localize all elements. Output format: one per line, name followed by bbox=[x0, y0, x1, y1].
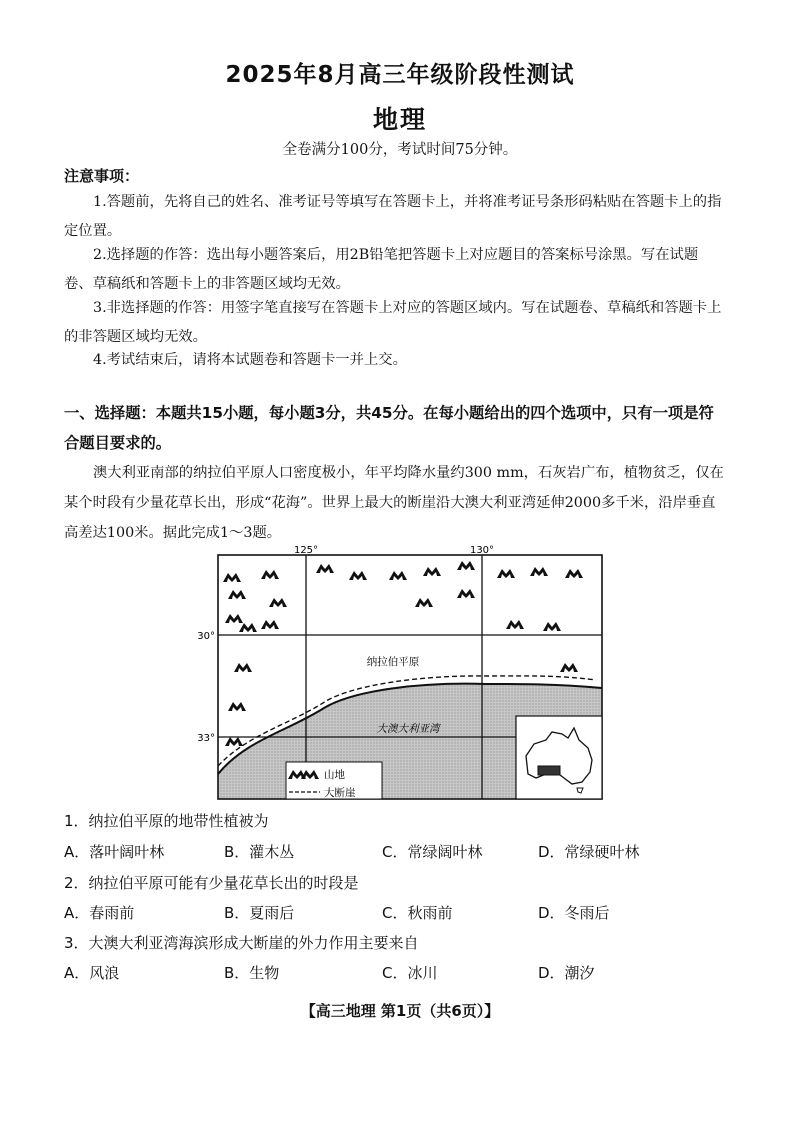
lon-label-130: 130° bbox=[469, 545, 495, 556]
bay-label: 大澳大利亚湾 bbox=[376, 723, 440, 735]
question-3-options bbox=[64, 962, 744, 986]
option-a[interactable]: A．春雨前 bbox=[64, 904, 135, 922]
lon-label-125: 125° bbox=[293, 545, 319, 556]
subject-title: 地理 bbox=[372, 105, 427, 134]
notice-item: 2.选择题的作答：选出每小题答案后，用2B铅笔把答题卡上对应题目的答案标号涂黑。写在试题卷、草稿纸和答题卡上的非答题区域均无效。 bbox=[64, 247, 699, 292]
option-b[interactable]: B．生物 bbox=[224, 964, 280, 982]
option-b[interactable]: B．夏雨后 bbox=[224, 904, 295, 922]
nullarbor-map bbox=[196, 544, 608, 806]
question-1-options bbox=[64, 841, 744, 865]
option-c[interactable]: C．秋雨前 bbox=[382, 904, 453, 922]
legend-mountain-label: 山地 bbox=[324, 769, 345, 781]
question-1: 1．纳拉伯平原的地带性植被为 bbox=[64, 812, 269, 830]
option-a[interactable]: A．风浪 bbox=[64, 964, 120, 982]
option-a[interactable]: A．落叶阔叶林 bbox=[64, 843, 165, 861]
option-c[interactable]: C．冰川 bbox=[382, 964, 438, 982]
notice-item: 3.非选择题的作答：用签字笔直接写在答题卡上对应的答题区域内。写在试题卷、草稿纸和答题卡上的非答题区域均无效。 bbox=[64, 300, 722, 345]
exam-info: 全卷满分100分，考试时间75分钟。 bbox=[282, 142, 518, 158]
question-3: 3．大澳大利亚湾海滨形成大断崖的外力作用主要来自 bbox=[64, 934, 419, 952]
page-footer: 【高三地理 第1页（共6页）】 bbox=[300, 1002, 500, 1020]
notice-item: 1.答题前，先将自己的姓名、准考证号等填写在答题卡上，并将准考证号条形码粘贴在答题卡上的指定位置。 bbox=[64, 194, 722, 239]
australia-inset-map bbox=[516, 716, 602, 799]
option-c[interactable]: C．常绿阔叶林 bbox=[382, 843, 483, 861]
notice-heading: 注意事项： bbox=[64, 167, 140, 185]
section-heading: 一、选择题：本题共15小题，每小题3分，共45分。在每小题给出的四个选项中，只有一项是符合题目要求的。 bbox=[64, 404, 714, 452]
option-d[interactable]: D．潮汐 bbox=[538, 964, 595, 982]
exam-title: 2025年8月高三年级阶段性测试 bbox=[225, 62, 575, 88]
question-2-options bbox=[64, 902, 744, 926]
notice-item: 4.考试结束后，请将本试题卷和答题卡一并上交。 bbox=[93, 352, 407, 368]
legend-escarpment-label: 大断崖 bbox=[324, 787, 356, 799]
question-stem: 澳大利亚南部的纳拉伯平原人口密度极小，年平均降水量约300 mm，石灰岩广布，植物贫乏，仅在某个时段有少量花草长出，形成“花海”。世界上最大的断崖沿大澳大利亚湾延伸2000多千米，沿岸垂直高差达100米。据此完成1～3题。 bbox=[64, 465, 724, 541]
question-2: 2．纳拉伯平原可能有少量花草长出的时段是 bbox=[64, 874, 359, 892]
lat-label-33: 33° bbox=[197, 733, 215, 744]
option-d[interactable]: D．常绿硬叶林 bbox=[538, 843, 640, 861]
option-b[interactable]: B．灌木丛 bbox=[224, 843, 295, 861]
lat-label-30: 30° bbox=[197, 631, 215, 642]
plain-label: 纳拉伯平原 bbox=[366, 656, 420, 668]
option-d[interactable]: D．冬雨后 bbox=[538, 904, 610, 922]
